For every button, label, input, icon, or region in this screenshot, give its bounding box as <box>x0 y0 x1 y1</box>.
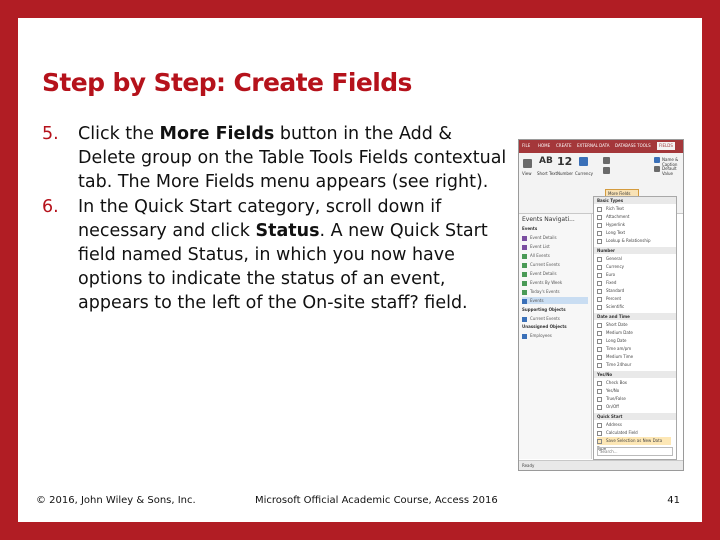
field-type-icon <box>597 265 602 270</box>
menu-item[interactable]: Rich Text <box>597 205 624 213</box>
field-type-icon <box>597 331 602 336</box>
nav-title[interactable]: Events Navigati... <box>522 216 575 223</box>
footer-course: Microsoft Official Academic Course, Access 2016 <box>255 495 498 506</box>
nav-item[interactable]: Event List <box>522 243 550 250</box>
menu-item[interactable]: Percent <box>597 295 621 303</box>
field-type-icon <box>597 305 602 310</box>
field-type-icon <box>597 339 602 344</box>
date-time-icon[interactable] <box>603 157 610 164</box>
menu-heading: Yes/No <box>594 371 676 378</box>
nav-item[interactable]: Current Events <box>522 261 560 268</box>
short-text-label: Short Text <box>537 171 558 176</box>
field-type-icon <box>597 355 602 360</box>
short-text-icon[interactable]: AB <box>539 156 553 166</box>
more-fields-button[interactable]: More Fields <box>605 189 639 197</box>
more-fields-menu <box>593 196 677 460</box>
tab-fields[interactable]: FIELDS <box>659 143 673 148</box>
menu-heading: Number <box>594 247 676 254</box>
step-text: Click the <box>78 124 160 144</box>
status-bar: Ready <box>519 460 683 470</box>
footer-copyright: © 2016, John Wiley & Sons, Inc. <box>36 495 196 506</box>
step-text: . A new Quick Start field named Status, in which you now have options to indicate the status of an event, appears to the left of the On-site staff? field. <box>78 220 488 314</box>
field-type-icon <box>597 207 602 212</box>
table-icon <box>522 299 527 304</box>
menu-item[interactable]: Address <box>597 421 622 429</box>
step-text: button in the Add & Delete group on the Table Tools Fields contextual tab. The More Fields menu appears (see right). <box>78 124 507 193</box>
menu-item[interactable]: Standard <box>597 287 624 295</box>
field-type-icon <box>597 273 602 278</box>
menu-item[interactable]: Hyperlink <box>597 221 625 229</box>
tab-external-data[interactable]: EXTERNAL DATA <box>577 143 610 148</box>
menu-item[interactable]: Currency <box>597 263 624 271</box>
menu-item[interactable]: Check Box <box>597 379 627 387</box>
navigation-pane <box>519 214 592 459</box>
footer-page-number: 41 <box>667 495 680 506</box>
step-bold-text: More Fields <box>159 124 275 144</box>
nav-group-label[interactable]: Unassigned Objects <box>522 324 567 329</box>
field-type-icon <box>597 347 602 352</box>
tab-file[interactable]: FILE <box>522 143 531 148</box>
slide <box>18 18 702 522</box>
table-icon <box>522 317 527 322</box>
name-caption-icon[interactable] <box>654 157 660 163</box>
view-icon[interactable] <box>523 159 532 168</box>
menu-item[interactable]: General <box>597 255 622 263</box>
report-icon <box>522 290 527 295</box>
report-icon <box>522 281 527 286</box>
query-icon <box>522 263 527 268</box>
field-type-icon <box>597 281 602 286</box>
report-icon <box>522 272 527 277</box>
menu-item[interactable]: Fixed <box>597 279 616 287</box>
menu-item[interactable]: Time am/pm <box>597 345 631 353</box>
checkbox-icon <box>597 397 602 402</box>
form-icon <box>522 245 527 250</box>
table-icon <box>522 334 527 339</box>
menu-item[interactable]: On/Off <box>597 403 619 411</box>
menu-item[interactable]: Long Text <box>597 229 625 237</box>
menu-heading: Date and Time <box>594 313 676 320</box>
query-icon <box>522 254 527 259</box>
field-type-icon <box>597 223 602 228</box>
menu-item[interactable]: Calculated Field <box>597 429 638 437</box>
menu-item[interactable]: Euro <box>597 271 615 279</box>
tab-database-tools[interactable]: DATABASE TOOLS <box>615 143 651 148</box>
menu-item[interactable]: Scientific <box>597 303 624 311</box>
step-item <box>42 195 512 316</box>
nav-item[interactable]: Employees <box>522 332 552 339</box>
tab-home[interactable]: HOME <box>538 143 551 148</box>
menu-item[interactable]: Lookup & Relationship <box>597 237 651 245</box>
ribbon-tabs <box>519 140 683 153</box>
field-type-icon <box>597 363 602 368</box>
step-number: 6. <box>42 196 59 217</box>
field-type-icon <box>597 257 602 262</box>
menu-heading: Basic Types <box>594 197 676 204</box>
nav-group-label[interactable]: Supporting Objects <box>522 307 566 312</box>
number-label: Number <box>557 171 574 176</box>
field-type-icon <box>597 423 602 428</box>
form-icon <box>522 236 527 241</box>
nav-item[interactable]: Events By Week <box>522 279 562 286</box>
currency-label: Currency <box>575 171 594 176</box>
step-bold-text: Status <box>255 220 320 241</box>
tab-create[interactable]: CREATE <box>556 143 572 148</box>
menu-item[interactable]: Long Date <box>597 337 627 345</box>
field-type-icon <box>597 431 602 436</box>
default-value-icon[interactable] <box>654 166 660 172</box>
menu-item[interactable]: Attachment <box>597 213 629 221</box>
field-type-icon <box>597 239 602 244</box>
checkbox-icon <box>597 381 602 386</box>
step-text: In the Quick Start category, scroll down if necessary and click <box>78 196 442 241</box>
number-icon[interactable]: 12 <box>557 155 573 168</box>
nav-item[interactable]: Today's Events <box>522 288 560 295</box>
checkbox-icon <box>597 405 602 410</box>
menu-item[interactable]: Medium Time <box>597 353 633 361</box>
menu-item[interactable]: Yes/No <box>597 387 619 395</box>
nav-item-selected[interactable]: Events <box>522 297 588 304</box>
currency-icon[interactable] <box>579 157 588 166</box>
nav-item[interactable]: Current Events <box>522 315 560 322</box>
menu-item[interactable]: True/False <box>597 395 626 403</box>
field-type-icon <box>597 323 602 328</box>
menu-heading: Quick Start <box>594 413 676 420</box>
checkbox-icon <box>597 389 602 394</box>
menu-item[interactable]: Medium Date <box>597 329 633 337</box>
access-screenshot <box>518 139 684 471</box>
save-icon <box>597 439 602 444</box>
default-value-label[interactable]: Default Value <box>662 166 677 176</box>
field-type-icon <box>597 215 602 220</box>
nav-item[interactable]: Event Details <box>522 270 557 277</box>
menu-search[interactable]: Search... <box>597 447 673 456</box>
slide-title: Step by Step: Create Fields <box>42 68 412 97</box>
view-label: View <box>522 171 532 176</box>
menu-item-highlighted[interactable]: Save Selection as New Data Type <box>597 437 671 445</box>
step-item <box>42 122 512 195</box>
field-type-icon <box>597 231 602 236</box>
nav-item[interactable]: All Events <box>522 252 550 259</box>
menu-item[interactable]: Time 24hour <box>597 361 631 369</box>
name-caption-label[interactable]: Name & Caption <box>662 157 679 167</box>
field-type-icon <box>597 289 602 294</box>
nav-item[interactable]: Event Details <box>522 234 557 241</box>
yes-no-icon[interactable] <box>603 167 610 174</box>
steps-list <box>42 122 512 316</box>
field-type-icon <box>597 297 602 302</box>
step-number: 5. <box>42 124 59 144</box>
nav-group-label[interactable]: Events <box>522 226 538 231</box>
menu-item[interactable]: Short Date <box>597 321 628 329</box>
